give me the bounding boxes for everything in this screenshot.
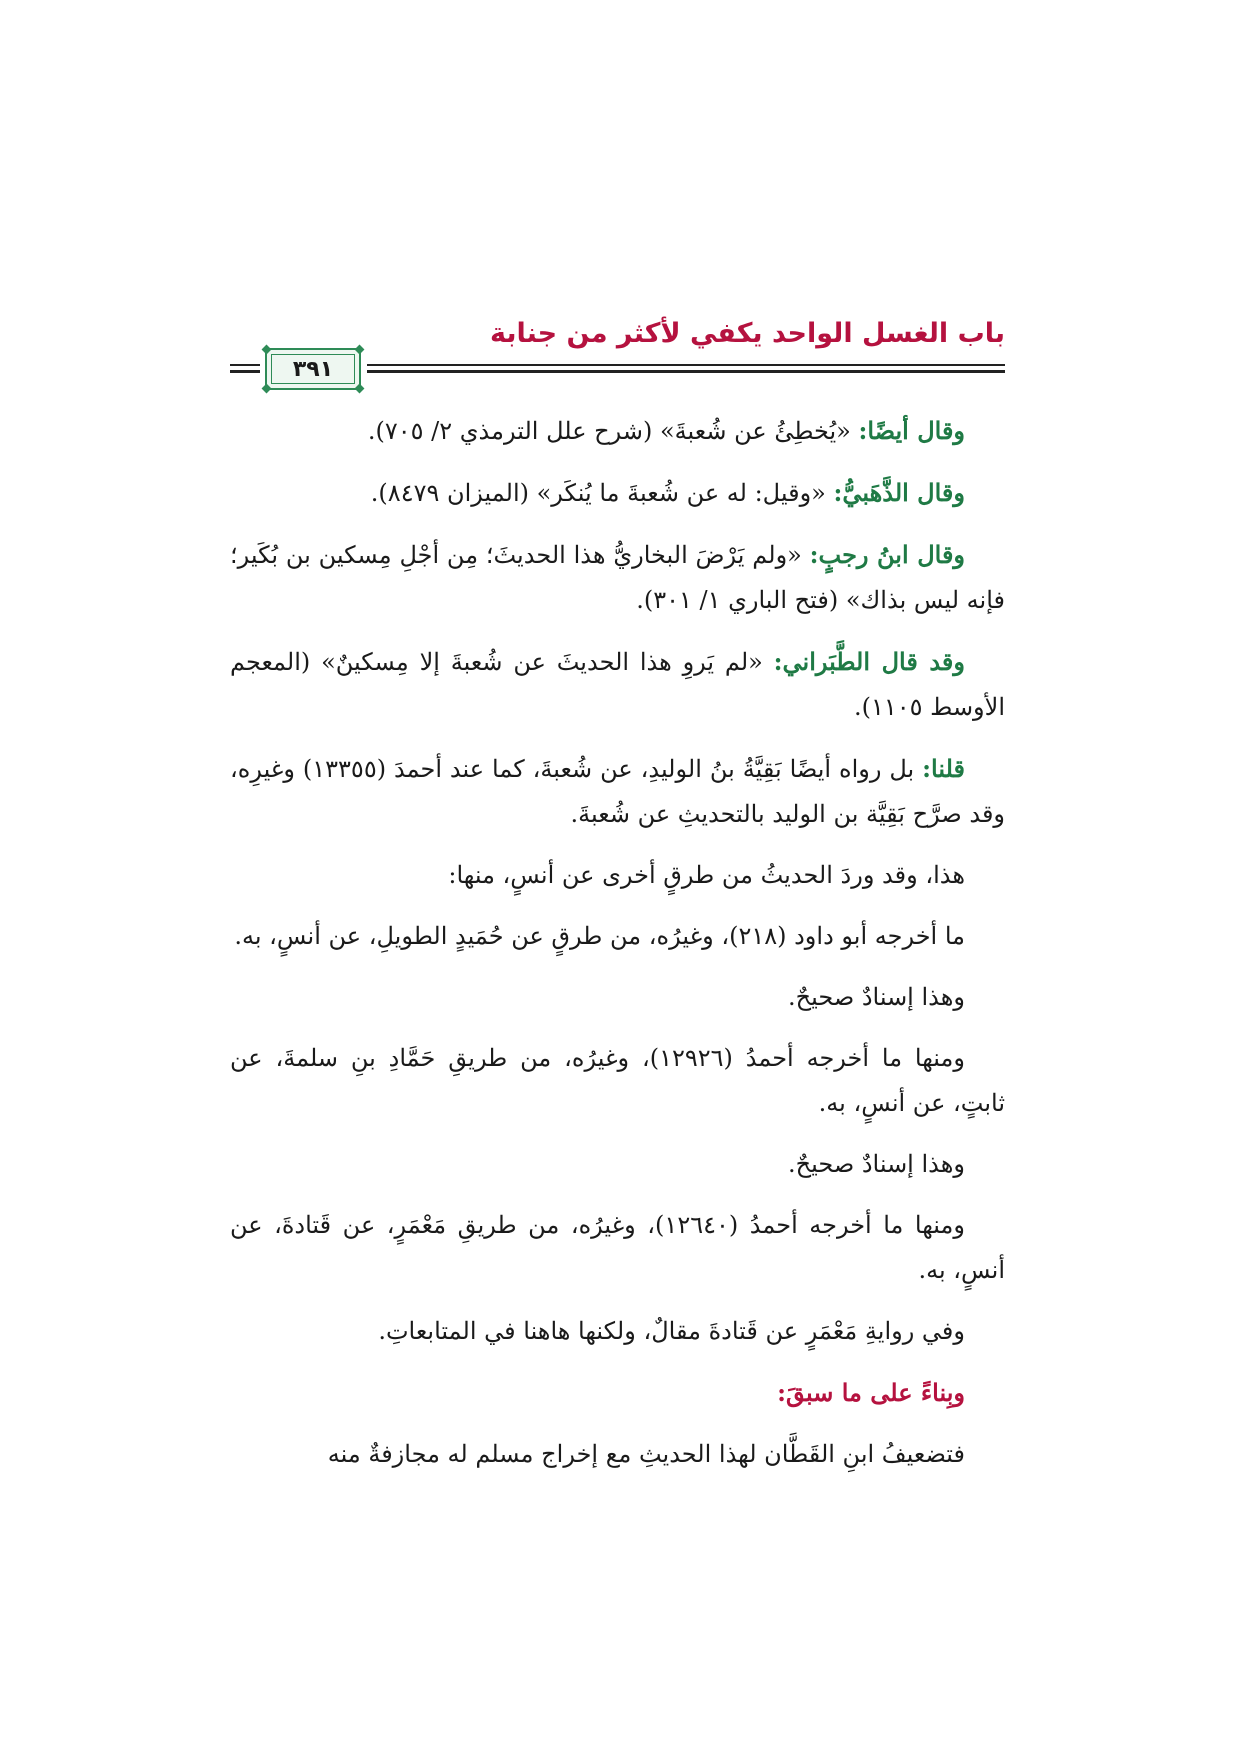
paragraph [230,853,1005,898]
page-number-frame [265,348,361,390]
paragraph-text: ومنها ما أخرجه أحمدُ (١٢٩٢٦)، وغيرُه، من طريقِ حَمَّادِ بنِ سلمةَ، عن ثابتٍ، عن أنسٍ، به. [230,1044,1005,1117]
paragraph [230,639,1005,730]
paragraph-text: «ولم يَرْضَ البخاريُّ هذا الحديثَ؛ مِن أجْلِ مِسكين بن بُكَير؛ فإنه ليس بذاك» (فتح الباري ١/ ٣٠١). [230,541,1005,614]
paragraph-text: وهذا إسنادٌ صحيحٌ. [787,1150,965,1178]
page-header [230,312,1005,382]
paragraph-text: «وقيل: له عن شُعبةَ ما يُنكَر» (الميزان ٨٤٧٩). [370,479,834,507]
paragraph-lead: وقال أيضًا: [858,416,965,445]
paragraph [230,1036,1005,1126]
ornament-icon [355,345,365,355]
paragraph [230,975,1005,1020]
paragraph-text: وهذا إسنادٌ صحيحٌ. [787,983,965,1011]
body-text [230,408,1005,1493]
paragraph-text: ومنها ما أخرجه أحمدُ (١٢٦٤٠)، وغيرُه، من طريقِ مَعْمَرٍ، عن قَتادةَ، عن أنسٍ، به. [230,1211,1005,1284]
paragraph-text: وفي روايةِ مَعْمَرٍ عن قَتادةَ مقالٌ، ولكنها هاهنا في المتابعاتِ. [378,1317,965,1345]
chapter-title: باب الغسل الواحد يكفي لأكثر من جنابة [489,318,1005,349]
header-rule [367,364,1005,366]
paragraph-text: فتضعيفُ ابنِ القَطَّان لهذا الحديثِ مع إخراج مسلم له مجازفةٌ منه [327,1440,965,1468]
paragraph [230,1203,1005,1293]
paragraph-lead: قلنا: [922,754,965,783]
paragraph [230,1432,1005,1477]
paragraph-text: بل رواه أيضًا بَقِيَّةُ بنُ الوليدِ، عن شُعبةَ، كما عند أحمدَ (١٣٣٥٥) وغيرِه، وقد صرَّح بَقِيَّة بن الوليد بالتحديثِ عن شُعبةَ. [230,755,1005,828]
conclusion-heading: وبِناءً على ما سبقَ: [777,1378,965,1407]
paragraph [230,1370,1005,1416]
ornament-icon [355,384,365,394]
paragraph [230,532,1005,623]
paragraph [230,408,1005,454]
paragraph-text: «لم يَروِ هذا الحديثَ عن شُعبةَ إلا مِسكينٌ» (المعجم الأوسط ١١٠٥). [230,648,1005,721]
page-number: ٣٩١ [292,356,334,382]
paragraph [230,1142,1005,1187]
paragraph-lead: وقد قال الطَّبَراني: [773,647,965,676]
header-rule [230,364,260,366]
paragraph [230,914,1005,959]
paragraph [230,746,1005,837]
header-rule [367,370,1005,373]
ornament-icon [262,345,272,355]
ornament-icon [262,384,272,394]
paragraph-text: ما أخرجه أبو داود (٢١٨)، وغيرُه، من طرقٍ عن حُمَيدٍ الطويلِ، عن أنسٍ، به. [234,922,965,950]
paragraph-lead: وقال الذَّهَبيُّ: [833,478,965,507]
paragraph [230,1309,1005,1354]
header-rule [230,370,260,373]
paragraph-lead: وقال ابنُ رجبٍ: [809,540,965,569]
paragraph-text: هذا، وقد وردَ الحديثُ من طرقٍ أخرى عن أنسٍ، منها: [448,861,965,889]
paragraph [230,470,1005,516]
paragraph-text: «يُخطِئُ عن شُعبةَ» (شرح علل الترمذي ٢/ ٧٠٥). [367,417,859,445]
